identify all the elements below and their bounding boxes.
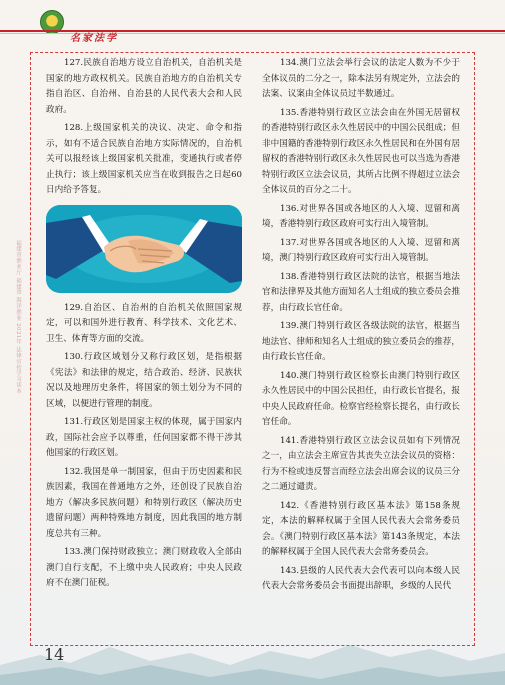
paragraph: 138.香港特别行政区法院的法官，根据当地法官和法律界及其他方面知名人士组成的独立委员会推荐，由行政长官任命。	[262, 271, 460, 313]
handshake-illustration	[46, 205, 242, 293]
paragraph: 129.自治区、自治州的自治机关依照国家规定，可以和国外进行教育、科学技术、文化艺术、卫生、体育等方面的交流。	[46, 302, 242, 344]
paragraph: 133.澳门保持财政独立；澳门财政收入全部由澳门自行支配，不上缴中央人民政府；中央人民政府不在澳门征税。	[46, 547, 242, 588]
paragraph: 141.香港特别行政区立法会议员如有下列情况之一，由立法会主席宣告其丧失立法会议员的资格：行为不检或违反誓言而经立法会出席会议的议员三分之二通过谴责。	[262, 435, 460, 492]
paragraph: 142.《香港特别行政区基本法》第158条规定，本法的解释权属于全国人民代表大会常务委员会。《澳门特别行政区基本法》第143条规定，本法的解释权属于全国人民代表大会常务委员会。	[262, 500, 460, 557]
paragraph: 143.县级的人民代表大会代表可以向本级人民代表大会常务委员会书面提出辞职，乡级的人民代	[262, 565, 460, 591]
header-title: 名家法学	[70, 33, 118, 44]
left-column	[46, 56, 242, 595]
handshake-icon	[46, 205, 242, 293]
page-number: 14	[44, 645, 65, 664]
paragraph: 127.民族自治地方设立自治机关，自治机关是国家的地方政权机关。民族自治地方的自治机关专指自治区、自治州、自治县的人民代表大会和人民政府。	[46, 58, 242, 115]
paragraph: 131.行政区划是国家主权的体现，属于国家内政，国际社会应予以尊重，任何国家都不得干涉其他国家的行政区划。	[46, 417, 242, 458]
mountain-decoration	[0, 625, 505, 685]
paragraph: 130.行政区域划分又称行政区划，是指根据《宪法》和法律的规定，结合政治、经济、民族状况以及地理历史条件，将国家的领土划分为不同的区域，以便进行管理的制度。	[46, 352, 242, 409]
paragraph: 137.对世界各国或各地区的人入境、逗留和离境，澳门特别行政区政府可实行出入境管制。	[262, 237, 460, 263]
paragraph: 139.澳门特别行政区各级法院的法官，根据当地法官、律师和知名人士组成的独立委员会的推荐，由行政长官任命。	[262, 321, 460, 362]
paragraph: 135.香港特别行政区立法会由在外国无居留权的香港特别行政区永久性居民中的中国公民组成；但非中国籍的香港特别行政区永久性居民和在外国有居留权的香港特别行政区永久性居民也可以当选为香港特别行政区立法会议员，其所占比例不得超过立法会全体议员的百分之二十。	[262, 107, 460, 195]
right-column	[262, 56, 460, 598]
side-vertical-text: 福建省渔业厅 福建省 海洋渔业 2021年 法律宣传学习读本	[15, 240, 21, 394]
paragraph: 128.上级国家机关的决议、决定、命令和指示，如有不适合民族自治地方实际情况的，自治机关可以报经该上级国家机关批准，变通执行或者停止执行；该上级国家机关应当在收到报告之日起60日内给予答复。	[46, 123, 242, 195]
paragraph: 132.我国是单一制国家，但由于历史因素和民族因素，我国在普通地方之外，还创设了民族自治地方（解决多民族问题）和特别行政区（解决历史遗留问题）两种特殊地方制度，因此我国的地方制度总共有三种。	[46, 466, 242, 539]
paragraph: 136.对世界各国或各地区的人入境、逗留和离境，香港特别行政区政府可实行出入境管制。	[262, 203, 460, 229]
paragraph: 134.澳门立法会举行会议的法定人数为不少于全体议员的二分之一，除本法另有规定外，立法会的法案、议案由全体议员过半数通过。	[262, 58, 460, 99]
paragraph: 140.澳门特别行政区检察长由澳门特别行政区永久性居民中的中国公民担任，由行政长官提名，报中央人民政府任命。检察官经检察长提名，由行政长官任命。	[262, 370, 460, 427]
